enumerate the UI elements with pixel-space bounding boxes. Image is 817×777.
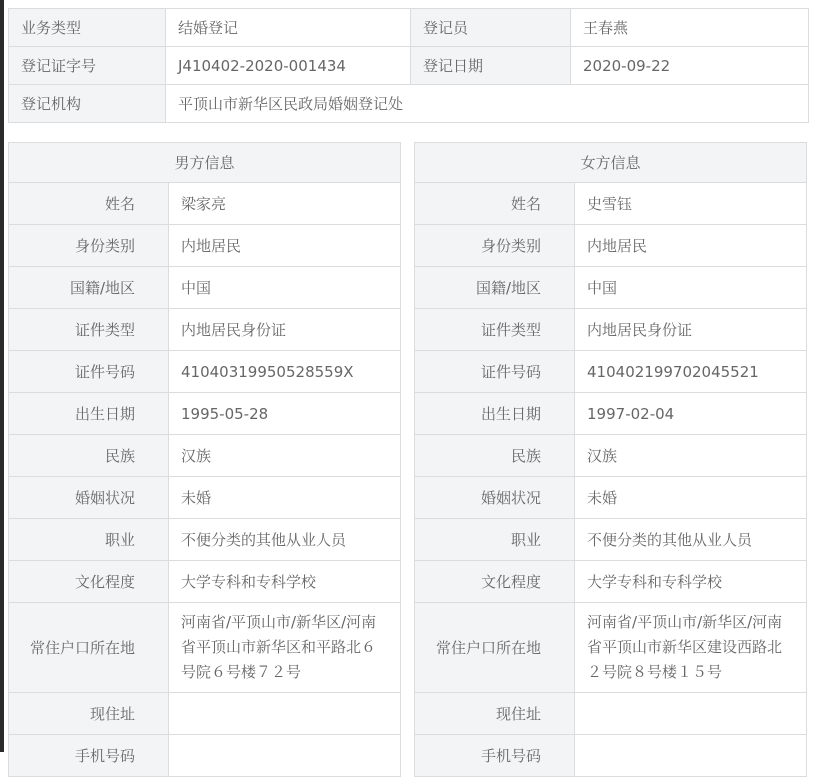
- field-label: 婚姻状况: [9, 477, 169, 519]
- table-row: [9, 183, 401, 225]
- field-value: 大学专科和专科学校: [575, 561, 807, 603]
- field-label: 证件号码: [415, 351, 575, 393]
- table-row: [415, 735, 807, 777]
- field-value: 内地居民身份证: [169, 309, 401, 351]
- registration-summary-table: [8, 8, 809, 123]
- table-row: [415, 225, 807, 267]
- field-value: 汉族: [169, 435, 401, 477]
- table-row: [9, 603, 401, 693]
- field-value: 内地居民: [169, 225, 401, 267]
- record-content: [8, 8, 808, 777]
- field-value: 平顶山市新华区民政局婚姻登记处: [166, 85, 809, 123]
- field-value: 大学专科和专科学校: [169, 561, 401, 603]
- section-title: 男方信息: [9, 143, 401, 183]
- table-row: [9, 477, 401, 519]
- male-info-table: [8, 142, 401, 777]
- parties-section: [8, 142, 808, 777]
- field-label: 民族: [415, 435, 575, 477]
- table-row: [415, 519, 807, 561]
- table-header-row: [9, 143, 401, 183]
- field-value: 41040319950528559X: [169, 351, 401, 393]
- table-row: [415, 435, 807, 477]
- table-row: [9, 735, 401, 777]
- field-value: 内地居民身份证: [575, 309, 807, 351]
- field-value: 410402199702045521: [575, 351, 807, 393]
- field-label: 登记员: [411, 9, 571, 47]
- table-row: [415, 309, 807, 351]
- field-label: 出生日期: [415, 393, 575, 435]
- field-label: 登记证字号: [9, 47, 166, 85]
- field-label: 民族: [9, 435, 169, 477]
- table-row: [9, 309, 401, 351]
- field-label: 国籍/地区: [9, 267, 169, 309]
- field-value: 不便分类的其他从业人员: [169, 519, 401, 561]
- field-value: 中国: [169, 267, 401, 309]
- table-row: [415, 183, 807, 225]
- section-title: 女方信息: [415, 143, 807, 183]
- table-row: [415, 477, 807, 519]
- field-value: 内地居民: [575, 225, 807, 267]
- field-value: 河南省/平顶山市/新华区/河南省平顶山市新华区和平路北６号院６号楼７２号: [169, 603, 401, 693]
- field-label: 现住址: [415, 693, 575, 735]
- field-label: 文化程度: [9, 561, 169, 603]
- field-value: [169, 735, 401, 777]
- table-row: [9, 435, 401, 477]
- table-row: [9, 225, 401, 267]
- field-label: 证件号码: [9, 351, 169, 393]
- field-label: 国籍/地区: [415, 267, 575, 309]
- table-header-row: [415, 143, 807, 183]
- field-value: 不便分类的其他从业人员: [575, 519, 807, 561]
- table-row: [415, 561, 807, 603]
- female-info-table: [414, 142, 807, 777]
- field-label: 常住户口所在地: [415, 603, 575, 693]
- table-row: [9, 47, 809, 85]
- field-label: 姓名: [415, 183, 575, 225]
- table-row: [415, 351, 807, 393]
- window-left-edge: [0, 0, 4, 752]
- field-label: 姓名: [9, 183, 169, 225]
- table-row: [9, 693, 401, 735]
- field-label: 登记机构: [9, 85, 166, 123]
- field-value: 中国: [575, 267, 807, 309]
- table-row: [9, 9, 809, 47]
- field-value: [169, 693, 401, 735]
- field-label: 职业: [9, 519, 169, 561]
- table-row: [9, 267, 401, 309]
- field-value: [575, 693, 807, 735]
- field-label: 婚姻状况: [415, 477, 575, 519]
- field-label: 证件类型: [415, 309, 575, 351]
- field-value: 史雪钰: [575, 183, 807, 225]
- table-row: [9, 393, 401, 435]
- field-value: 未婚: [169, 477, 401, 519]
- field-label: 手机号码: [9, 735, 169, 777]
- field-label: 文化程度: [415, 561, 575, 603]
- field-label: 常住户口所在地: [9, 603, 169, 693]
- field-label: 证件类型: [9, 309, 169, 351]
- field-label: 登记日期: [411, 47, 571, 85]
- field-label: 出生日期: [9, 393, 169, 435]
- table-row: [9, 561, 401, 603]
- table-row: [415, 267, 807, 309]
- field-value: 梁家亮: [169, 183, 401, 225]
- field-value: J410402-2020-001434: [166, 47, 411, 85]
- field-value: 1997-02-04: [575, 393, 807, 435]
- field-value: 汉族: [575, 435, 807, 477]
- table-row: [415, 693, 807, 735]
- table-row: [9, 519, 401, 561]
- field-value: 1995-05-28: [169, 393, 401, 435]
- field-value: 2020-09-22: [571, 47, 809, 85]
- table-row: [415, 603, 807, 693]
- table-row: [9, 85, 809, 123]
- field-value: [575, 735, 807, 777]
- table-row: [415, 393, 807, 435]
- field-label: 现住址: [9, 693, 169, 735]
- field-label: 身份类别: [415, 225, 575, 267]
- field-value: 河南省/平顶山市/新华区/河南省平顶山市新华区建设西路北２号院８号楼１５号: [575, 603, 807, 693]
- field-value: 王春燕: [571, 9, 809, 47]
- field-label: 手机号码: [415, 735, 575, 777]
- field-value: 结婚登记: [166, 9, 411, 47]
- section-spacer: [8, 123, 808, 142]
- field-label: 业务类型: [9, 9, 166, 47]
- field-label: 身份类别: [9, 225, 169, 267]
- field-label: 职业: [415, 519, 575, 561]
- table-row: [9, 351, 401, 393]
- field-value: 未婚: [575, 477, 807, 519]
